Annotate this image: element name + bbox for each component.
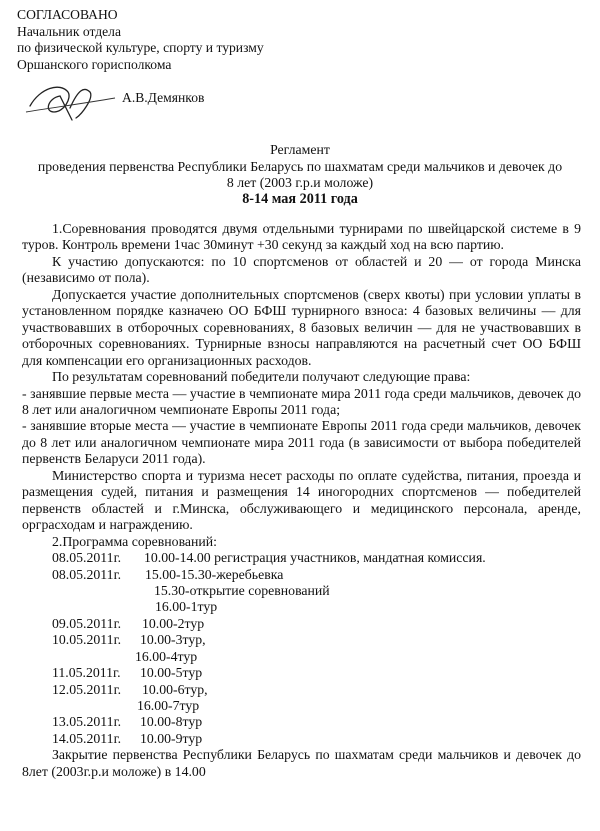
schedule-item: 16.00-1тур: [155, 599, 218, 615]
paragraph: - занявшие первые места — участие в чемпионате мира 2011 года среди мальчиков, девочек до 8 лет или аналогичном чемпионате Европы 2011 года;: [22, 385, 581, 417]
schedule-item: 10.00-9тур: [140, 730, 203, 746]
schedule-item: 10.00-2тур: [142, 615, 205, 631]
event-dates: 8-14 мая 2011 года: [242, 191, 358, 207]
schedule-date: 09.05.2011г.: [52, 615, 122, 631]
schedule-item: 10.00-6тур,: [142, 681, 208, 697]
schedule-row: [22, 632, 581, 648]
schedule-item: 10.00-14.00 регистрация участников, мандатная комиссия.: [144, 550, 486, 566]
document-body: [22, 221, 581, 780]
schedule-row: [22, 550, 581, 566]
schedule-date: 08.05.2011г.: [52, 566, 122, 582]
subtitle-line: 8 лет (2003 г.р.и моложе): [226, 175, 374, 190]
approval-line: Начальник отдела: [17, 23, 121, 39]
schedule-item: 16.00-7тур: [137, 698, 200, 713]
schedule-row: [22, 599, 581, 615]
approval-line: Оршанского горисполкома: [17, 56, 172, 72]
closing-paragraph: Закрытие первенства Республики Беларусь по шахматам среди мальчиков и девочек до 8лет (2003г.р.и моложе) в 14.00: [22, 747, 581, 779]
schedule-row: [22, 567, 581, 583]
paragraph: К участию допускаются: по 10 спортсменов от областей и 20 — от города Минска (независимо от пола).: [22, 253, 581, 286]
schedule-item: 10.00-5тур: [140, 665, 203, 681]
paragraph: - занявшие вторые места — участие в чемпионате Европы 2011 года среди мальчиков, девочек до 8 лет или аналогичном чемпионате мира 2011 года (в зависимости от выбора победителей первенств Беларуси 2011 года).: [22, 418, 581, 467]
document-title: Регламент: [270, 142, 330, 157]
program-schedule: [22, 550, 581, 747]
schedule-item: 16.00-4тур: [135, 648, 198, 664]
schedule-row: [22, 731, 581, 747]
paragraph: Допускается участие дополнительных спортсменов (сверх квоты) при условии уплаты в установленном порядке казначею ОО БФШ турнирного взноса: 4 базовых величины — для участвовавших в отборочных соревнованиях, 8 базовых величин — для не участвовавших в отборочных соревнованиях. Турнирные взносы направляются на расчетный счет ОО БФШ для компенсации его организационных расходов.: [22, 286, 581, 368]
schedule-row: [22, 698, 581, 714]
document-subtitle: [0, 159, 600, 191]
program-heading: 2.Программа соревнований:: [52, 533, 218, 549]
schedule-row: [22, 583, 581, 599]
paragraph: Министерство спорта и туризма несет расходы по оплате судейства, питания, проезда и размещения судей, питания и размещения 14 иногородних спортсменов — победителей первенств областей и г.Минска, обслуживающего и медицинского персонала, аренде, орграсходам и награждению.: [22, 467, 581, 533]
schedule-date: 08.05.2011г.: [52, 550, 122, 566]
subtitle-line: проведения первенства Республики Беларусь по шахматам среди мальчиков и девочек до: [37, 159, 563, 174]
schedule-row: [22, 714, 581, 730]
schedule-date: 10.05.2011г.: [52, 632, 122, 648]
schedule-row: [22, 616, 581, 632]
approval-line: по физической культуре, спорту и туризму: [17, 40, 264, 55]
schedule-date: 11.05.2011г.: [52, 665, 121, 681]
handwritten-signature: [20, 68, 130, 128]
schedule-row: [22, 665, 581, 681]
approval-block: [17, 7, 264, 73]
schedule-item: 15.00-15.30-жеребьевка: [145, 566, 284, 582]
schedule-item: 15.30-открытие соревнований: [154, 582, 330, 598]
approval-line: СОГЛАСОВАНО: [17, 7, 118, 22]
signer-name: А.В.Демянков: [122, 90, 205, 105]
schedule-row: [22, 682, 581, 698]
schedule-date: 14.05.2011г.: [52, 730, 122, 746]
schedule-date: 12.05.2011г.: [52, 681, 122, 697]
schedule-date: 13.05.2011г.: [52, 714, 122, 730]
schedule-row: [22, 649, 581, 665]
paragraph: 1.Соревнования проводятся двумя отдельными турнирами по швейцарской системе в 9 туров. Контроль времени 1час 30минут +30 секунд за каждый ход на всю партию.: [22, 221, 581, 253]
schedule-item: 10.00-8тур: [140, 714, 203, 730]
schedule-item: 10.00-3тур,: [140, 632, 206, 648]
paragraph: По результатам соревнований победители получают следующие права:: [52, 369, 471, 385]
